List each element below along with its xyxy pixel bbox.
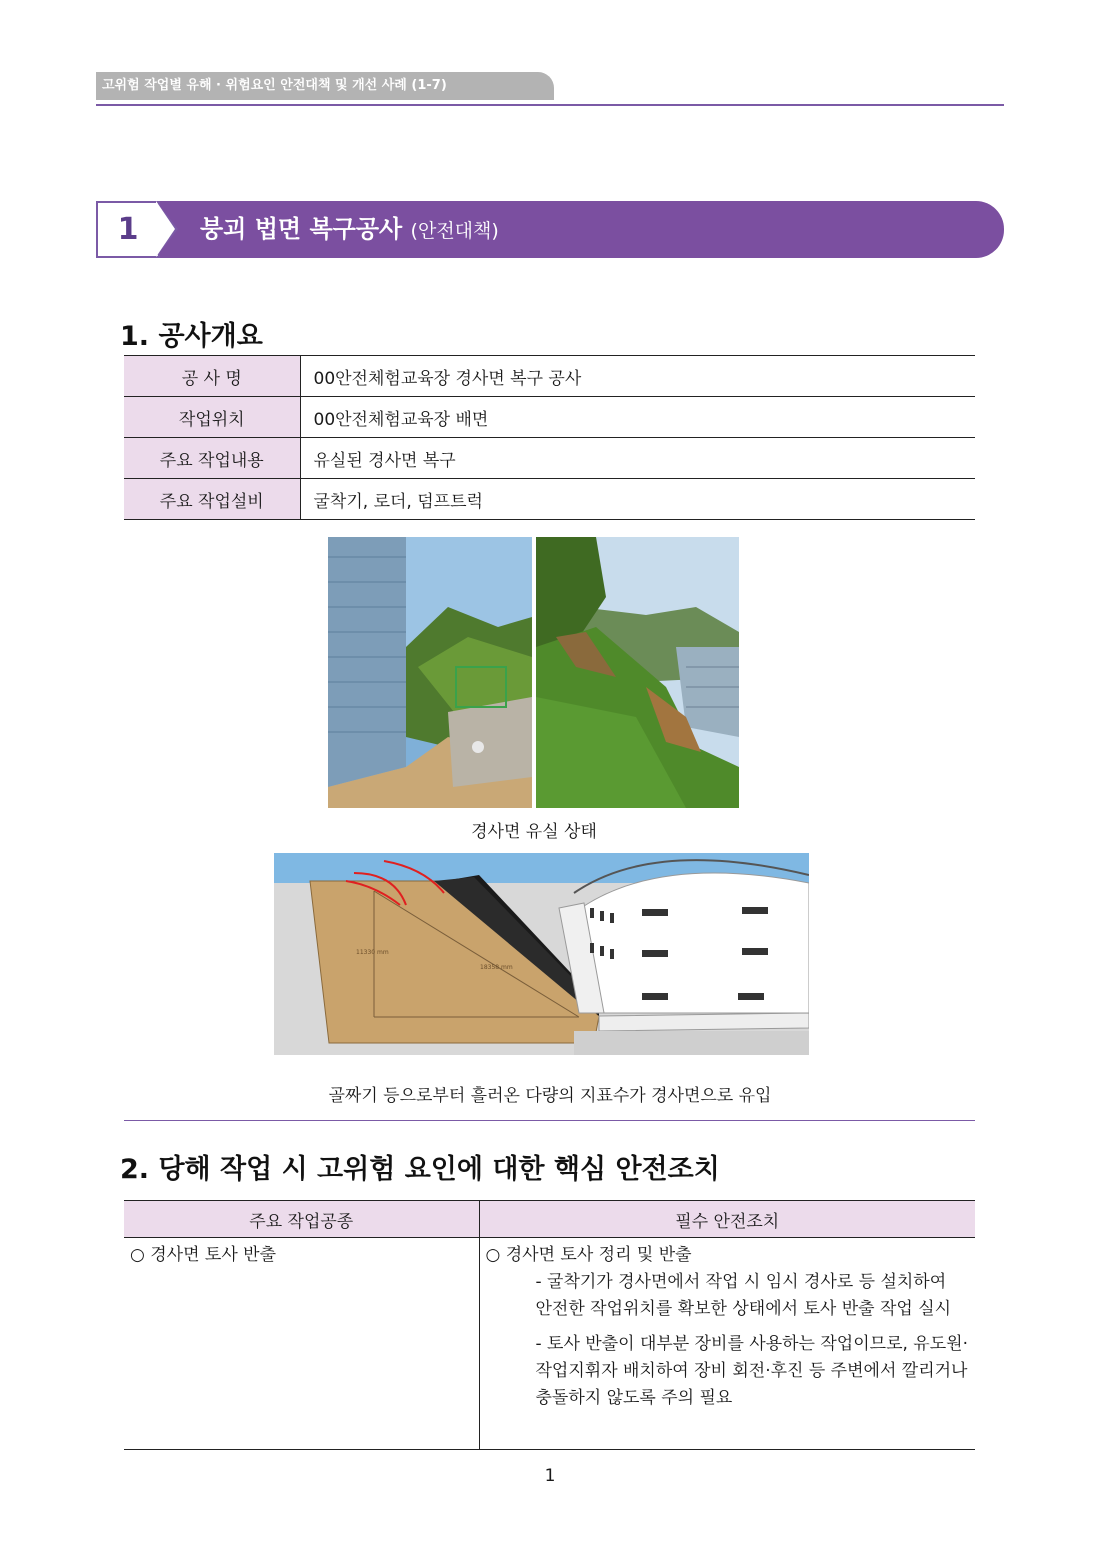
measure-line: - 토사 반출이 대부분 장비를 사용하는 작업이므로, 유도원· xyxy=(535,1334,968,1354)
overview-key: 주요 작업내용 xyxy=(124,438,300,479)
col-header-measures: 필수 안전조치 xyxy=(479,1201,975,1238)
banner-chevron xyxy=(156,201,175,257)
diagram-height-label: 11330 mm xyxy=(356,949,389,956)
photo-caption: 경사면 유실 상태 xyxy=(471,822,597,842)
banner-number: 1 xyxy=(96,201,160,258)
running-header-title: 고위험 작업별 유해 · 위험요인 안전대책 및 개선 사례 (1-7) xyxy=(96,72,554,100)
overview-value: 00안전체험교육장 경사면 복구 공사 xyxy=(300,356,975,397)
banner-title-sub: (안전대책) xyxy=(410,220,499,242)
section1-heading: 1. 공사개요 xyxy=(120,321,263,352)
overview-value: 00안전체험교육장 배면 xyxy=(300,397,975,438)
section-divider xyxy=(124,1120,975,1121)
banner-title-main: 붕괴 법면 복구공사 xyxy=(200,215,403,243)
measures-cell xyxy=(479,1238,975,1450)
measure-line: - 굴착기가 경사면에서 작업 시 임시 경사로 등 설치하여 xyxy=(535,1272,947,1292)
measure-item xyxy=(486,1269,970,1323)
page-number: 1 xyxy=(544,1466,556,1486)
overview-value: 유실된 경사면 복구 xyxy=(300,438,975,479)
diagram-slope-label: 18358 mm xyxy=(480,964,513,971)
section2-heading: 2. 당해 작업 시 고위험 요인에 대한 핵심 안전조치 xyxy=(120,1154,720,1185)
diagram-caption: 골짜기 등으로부터 흘러온 다량의 지표수가 경사면으로 유입 xyxy=(328,1086,772,1106)
measure-title: ○ 경사면 토사 정리 및 반출 xyxy=(485,1245,692,1265)
slope-3d-diagram xyxy=(274,853,809,1055)
table-header-row xyxy=(124,1201,975,1238)
measure-line: 충돌하지 않도록 주의 필요 xyxy=(535,1388,733,1408)
overview-table xyxy=(124,355,975,520)
photo-slope-right xyxy=(536,537,739,808)
safety-table xyxy=(124,1200,975,1450)
photo-slope-left xyxy=(328,537,532,808)
overview-key: 주요 작업설비 xyxy=(124,479,300,520)
col-header-work: 주요 작업공종 xyxy=(124,1201,479,1238)
table-row xyxy=(124,356,975,397)
overview-key: 작업위치 xyxy=(124,397,300,438)
running-header xyxy=(96,72,1004,106)
measure-line: 안전한 작업위치를 확보한 상태에서 토사 반출 작업 실시 xyxy=(535,1299,952,1319)
overview-key: 공 사 명 xyxy=(124,356,300,397)
section-banner xyxy=(96,201,1004,258)
table-row xyxy=(124,438,975,479)
banner-title xyxy=(200,201,499,258)
measure-item xyxy=(486,1331,970,1412)
work-item: ○ 경사면 토사 반출 xyxy=(130,1245,276,1265)
overview-value: 굴착기, 로더, 덤프트럭 xyxy=(300,479,975,520)
table-row xyxy=(124,397,975,438)
measure-line: 작업지휘자 배치하여 장비 회전·후진 등 주변에서 깔리거나 xyxy=(535,1361,968,1381)
table-row xyxy=(124,479,975,520)
table-row xyxy=(124,1238,975,1450)
work-cell xyxy=(124,1238,479,1450)
